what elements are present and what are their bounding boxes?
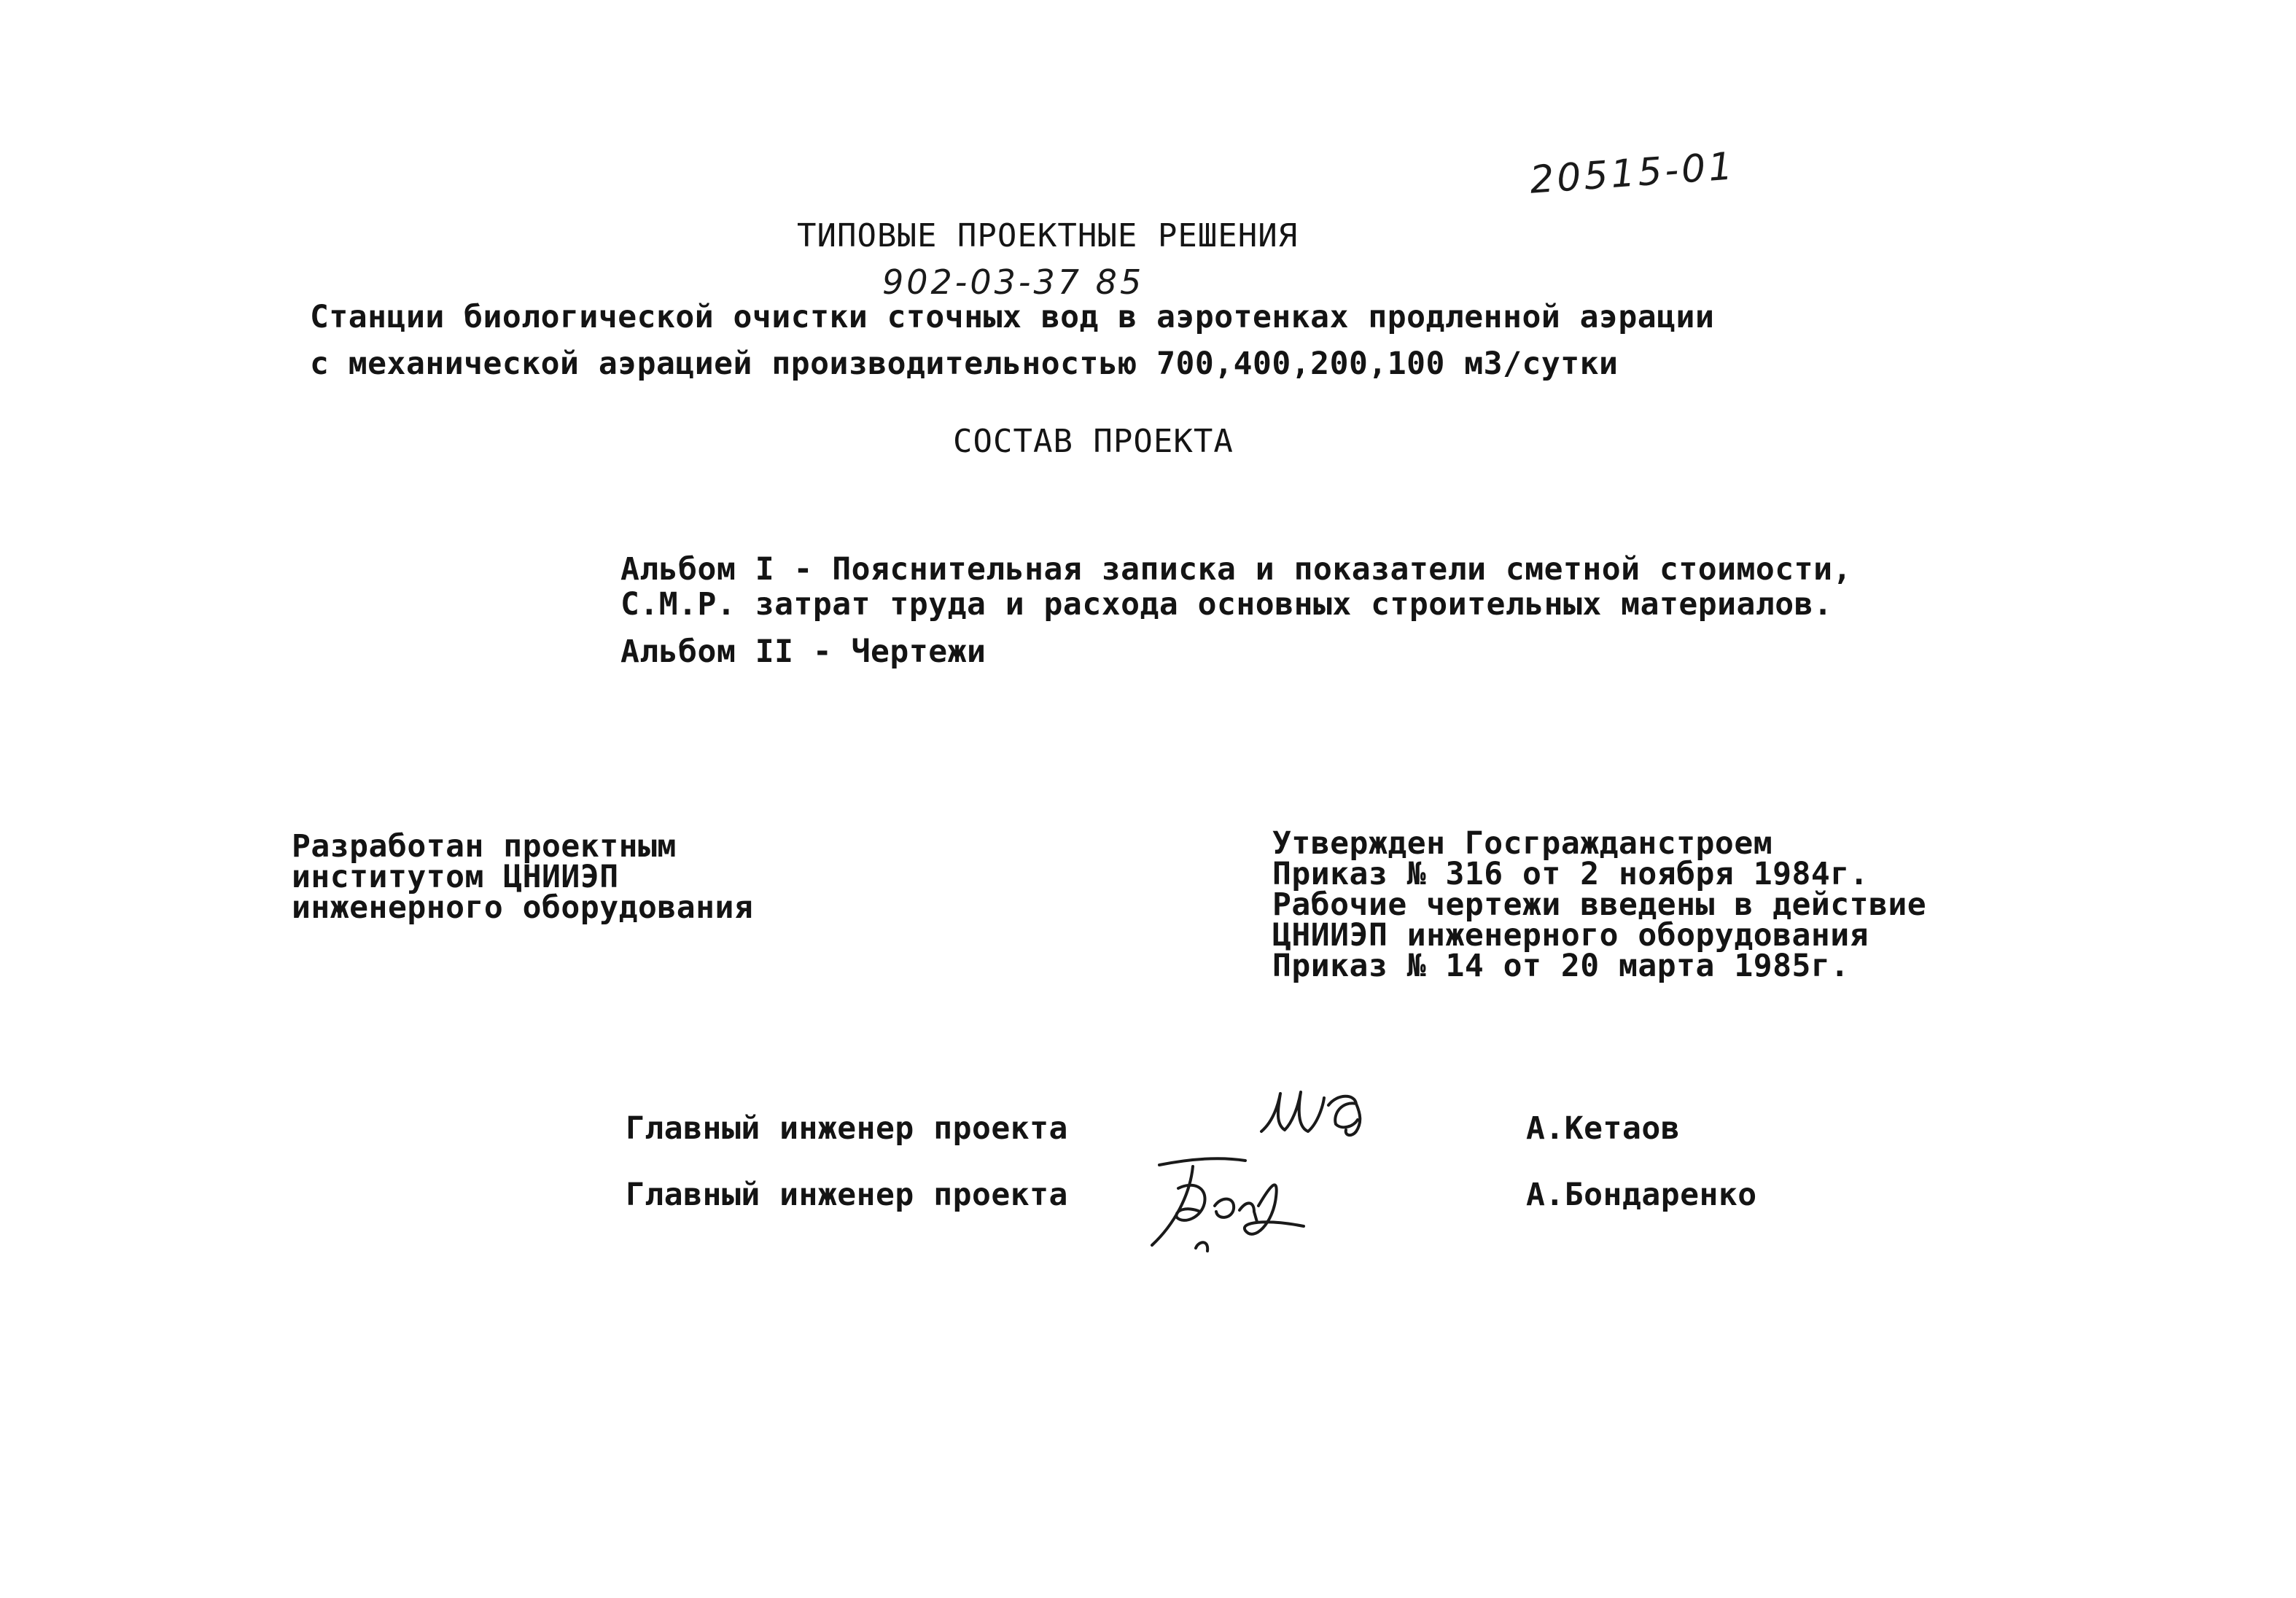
developed-by-line-1: Разработан проектным <box>292 828 677 865</box>
series-title: ТИПОВЫЕ ПРОЕКТНЫЕ РЕШЕНИЯ <box>797 217 1299 254</box>
signature-name-2: А.Бондаренко <box>1526 1177 1757 1213</box>
approved-by-line-2: Приказ № 316 от 2 ноября 1984г. <box>1272 856 1869 892</box>
series-code: 902-03-37 85 <box>882 262 1145 302</box>
album-1-line-2: С.М.Р. затрат труда и расхода основных строительных материалов. <box>620 586 1833 623</box>
signature-role-2: Главный инженер проекта <box>626 1177 1068 1213</box>
subject-line-1: Станции биологической очистки сточных вод в аэротенках продленной аэрации <box>310 299 1715 335</box>
document-number: 20515-01 <box>1528 144 1737 203</box>
approved-by-line-1: Утвержден Госгражданстроем <box>1272 825 1773 862</box>
album-2: Альбом II - Чертежи <box>620 634 986 670</box>
developed-by-line-3: инженерного оборудования <box>292 889 754 926</box>
signature-bondarenko <box>1123 1145 1342 1268</box>
developed-by-line-2: институтом ЦНИИЭП <box>292 859 619 895</box>
approved-by-line-3: Рабочие чертежи введены в действие <box>1272 886 1927 923</box>
signature-name-1: А.Кетаов <box>1526 1110 1681 1147</box>
contents-heading: СОСТАВ ПРОЕКТА <box>953 423 1234 460</box>
album-1-line-1: Альбом I - Пояснительная записка и показатели сметной стоимости, <box>620 551 1852 588</box>
signature-role-1: Главный инженер проекта <box>626 1110 1068 1147</box>
approved-by-line-4: ЦНИИЭП инженерного оборудования <box>1272 917 1869 954</box>
subject-line-2: с механической аэрацией производительностью 700,400,200,100 м3/сутки <box>310 346 1619 382</box>
approved-by-line-5: Приказ № 14 от 20 марта 1985г. <box>1272 948 1850 984</box>
